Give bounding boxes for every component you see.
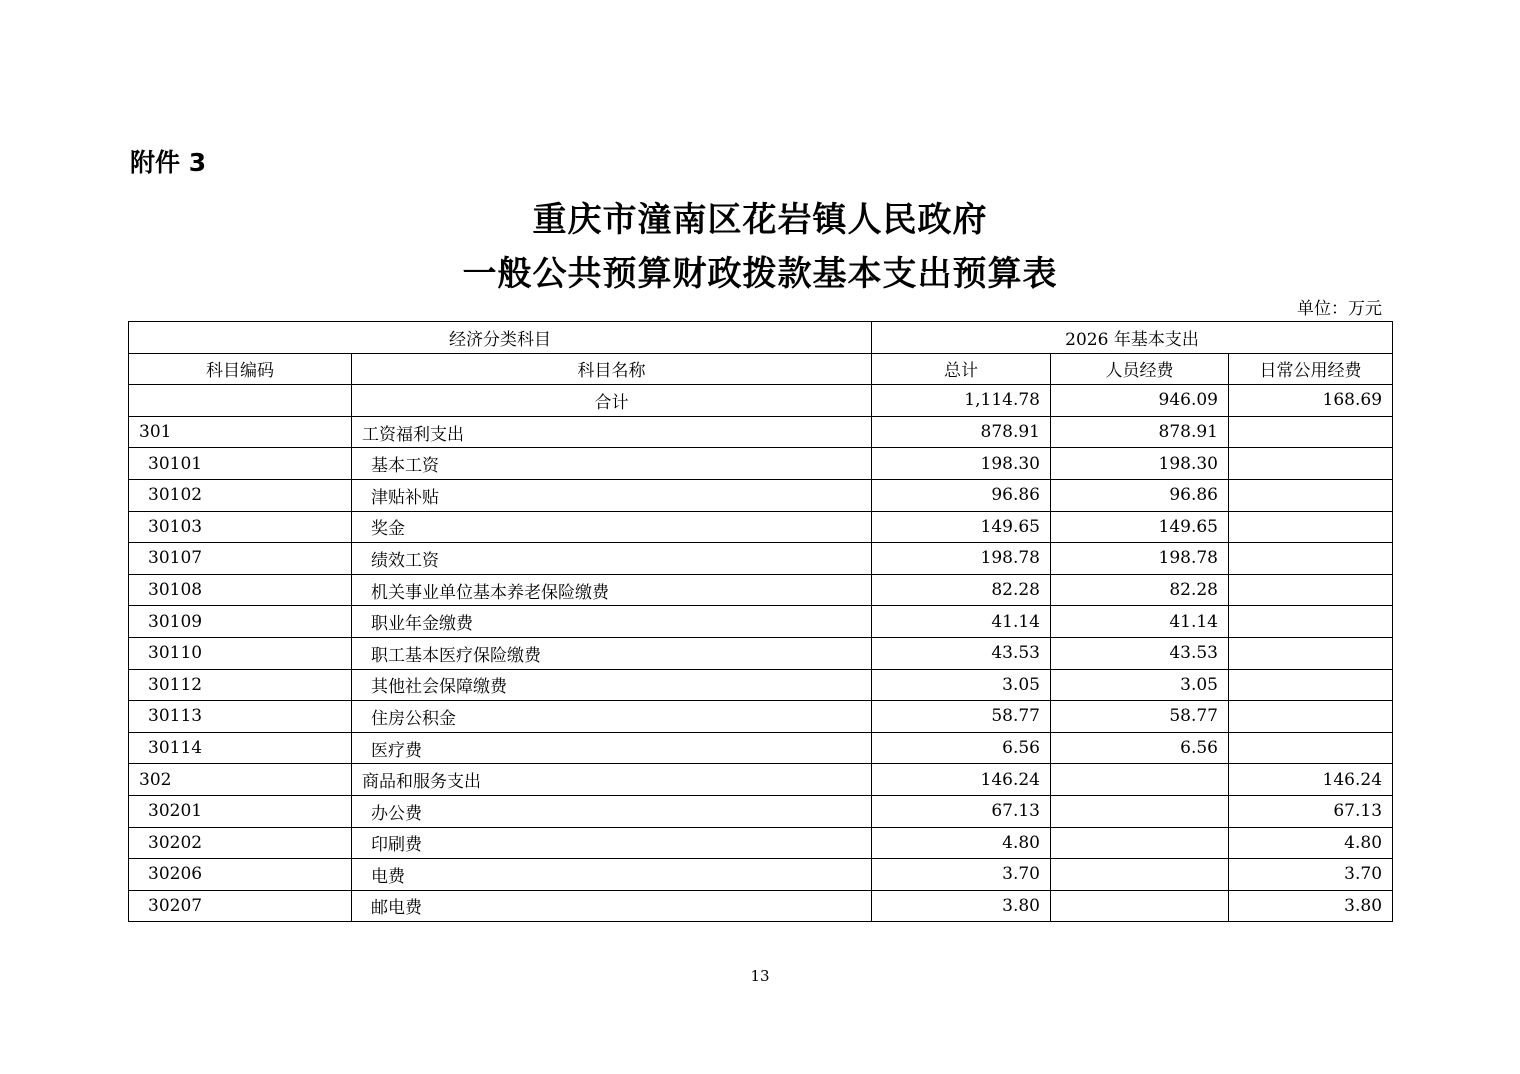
cell-name: 电费 xyxy=(352,859,872,891)
cell-code: 30112 xyxy=(129,669,352,701)
document-title-line2: 一般公共预算财政拨款基本支出预算表 xyxy=(462,254,1058,294)
table-row xyxy=(129,795,1393,827)
cell-personnel: 82.28 xyxy=(1051,574,1229,606)
cell-personnel: 3.05 xyxy=(1051,669,1229,701)
cell-public: 146.24 xyxy=(1229,764,1393,796)
cell-public: 3.70 xyxy=(1229,859,1393,891)
cell-public xyxy=(1229,479,1393,511)
cell-personnel: 946.09 xyxy=(1051,385,1229,417)
table-row xyxy=(129,511,1393,543)
header-public: 日常公用经费 xyxy=(1229,353,1393,385)
cell-personnel: 878.91 xyxy=(1051,416,1229,448)
cell-total: 4.80 xyxy=(872,827,1051,859)
cell-code: 30113 xyxy=(129,701,352,733)
cell-name: 奖金 xyxy=(352,511,872,543)
cell-total: 149.65 xyxy=(872,511,1051,543)
cell-name: 邮电费 xyxy=(352,890,872,922)
cell-total: 1,114.78 xyxy=(872,385,1051,417)
cell-name: 工资福利支出 xyxy=(352,416,872,448)
cell-name: 职业年金缴费 xyxy=(352,606,872,638)
cell-code: 30108 xyxy=(129,574,352,606)
cell-personnel: 41.14 xyxy=(1051,606,1229,638)
cell-code: 30202 xyxy=(129,827,352,859)
cell-personnel: 6.56 xyxy=(1051,732,1229,764)
cell-total: 3.70 xyxy=(872,859,1051,891)
cell-total: 67.13 xyxy=(872,795,1051,827)
cell-name: 医疗费 xyxy=(352,732,872,764)
cell-code: 30110 xyxy=(129,637,352,669)
header-code: 科目编码 xyxy=(129,353,352,385)
header-economic-classification: 经济分类科目 xyxy=(129,322,872,354)
cell-personnel xyxy=(1051,890,1229,922)
cell-name: 津贴补贴 xyxy=(352,479,872,511)
cell-total: 198.78 xyxy=(872,543,1051,575)
cell-name: 职工基本医疗保险缴费 xyxy=(352,637,872,669)
table-row xyxy=(129,385,1393,417)
cell-name: 其他社会保障缴费 xyxy=(352,669,872,701)
table-row xyxy=(129,890,1393,922)
cell-code: 30206 xyxy=(129,859,352,891)
header-column-row xyxy=(129,353,1393,385)
cell-public xyxy=(1229,416,1393,448)
cell-personnel: 198.78 xyxy=(1051,543,1229,575)
cell-name: 印刷费 xyxy=(352,827,872,859)
cell-public xyxy=(1229,637,1393,669)
cell-public xyxy=(1229,511,1393,543)
cell-personnel: 149.65 xyxy=(1051,511,1229,543)
cell-total: 3.05 xyxy=(872,669,1051,701)
table-row xyxy=(129,701,1393,733)
cell-total: 6.56 xyxy=(872,732,1051,764)
document-title-line1: 重庆市潼南区花岩镇人民政府 xyxy=(532,200,988,240)
table-row xyxy=(129,859,1393,891)
table-row xyxy=(129,543,1393,575)
budget-table xyxy=(128,321,1393,922)
cell-personnel: 198.30 xyxy=(1051,448,1229,480)
cell-public xyxy=(1229,448,1393,480)
table-row xyxy=(129,669,1393,701)
cell-total: 43.53 xyxy=(872,637,1051,669)
cell-total: 96.86 xyxy=(872,479,1051,511)
cell-code: 30102 xyxy=(129,479,352,511)
table-row xyxy=(129,637,1393,669)
cell-code: 30109 xyxy=(129,606,352,638)
cell-public: 67.13 xyxy=(1229,795,1393,827)
cell-code: 302 xyxy=(129,764,352,796)
cell-personnel: 58.77 xyxy=(1051,701,1229,733)
page-number: 13 xyxy=(750,967,770,985)
cell-public xyxy=(1229,701,1393,733)
cell-name: 机关事业单位基本养老保险缴费 xyxy=(352,574,872,606)
table-row xyxy=(129,827,1393,859)
attachment-label: 附件 3 xyxy=(130,148,207,177)
header-name: 科目名称 xyxy=(352,353,872,385)
cell-code xyxy=(129,385,352,417)
cell-public: 168.69 xyxy=(1229,385,1393,417)
cell-code: 30201 xyxy=(129,795,352,827)
cell-total: 41.14 xyxy=(872,606,1051,638)
cell-personnel xyxy=(1051,859,1229,891)
cell-name: 商品和服务支出 xyxy=(352,764,872,796)
cell-name: 办公费 xyxy=(352,795,872,827)
cell-personnel xyxy=(1051,795,1229,827)
cell-name: 绩效工资 xyxy=(352,543,872,575)
table-row xyxy=(129,448,1393,480)
header-total: 总计 xyxy=(872,353,1051,385)
header-group-row xyxy=(129,322,1393,354)
cell-public xyxy=(1229,606,1393,638)
table-row xyxy=(129,764,1393,796)
cell-code: 30107 xyxy=(129,543,352,575)
cell-name: 合计 xyxy=(352,385,872,417)
cell-total: 878.91 xyxy=(872,416,1051,448)
cell-public xyxy=(1229,732,1393,764)
cell-total: 3.80 xyxy=(872,890,1051,922)
cell-public: 3.80 xyxy=(1229,890,1393,922)
table-row xyxy=(129,416,1393,448)
cell-public xyxy=(1229,574,1393,606)
cell-public xyxy=(1229,543,1393,575)
cell-public xyxy=(1229,669,1393,701)
unit-label: 单位：万元 xyxy=(1297,299,1382,319)
cell-name: 住房公积金 xyxy=(352,701,872,733)
cell-name: 基本工资 xyxy=(352,448,872,480)
cell-code: 301 xyxy=(129,416,352,448)
cell-code: 30101 xyxy=(129,448,352,480)
cell-total: 146.24 xyxy=(872,764,1051,796)
cell-code: 30114 xyxy=(129,732,352,764)
cell-personnel: 96.86 xyxy=(1051,479,1229,511)
table-row xyxy=(129,732,1393,764)
cell-code: 30207 xyxy=(129,890,352,922)
header-personnel: 人员经费 xyxy=(1051,353,1229,385)
cell-public: 4.80 xyxy=(1229,827,1393,859)
table-row xyxy=(129,574,1393,606)
cell-total: 82.28 xyxy=(872,574,1051,606)
table-row xyxy=(129,606,1393,638)
cell-total: 198.30 xyxy=(872,448,1051,480)
header-basic-expenditure: 2026 年基本支出 xyxy=(872,322,1393,354)
cell-personnel: 43.53 xyxy=(1051,637,1229,669)
cell-personnel xyxy=(1051,827,1229,859)
table-row xyxy=(129,479,1393,511)
cell-code: 30103 xyxy=(129,511,352,543)
cell-total: 58.77 xyxy=(872,701,1051,733)
cell-personnel xyxy=(1051,764,1229,796)
